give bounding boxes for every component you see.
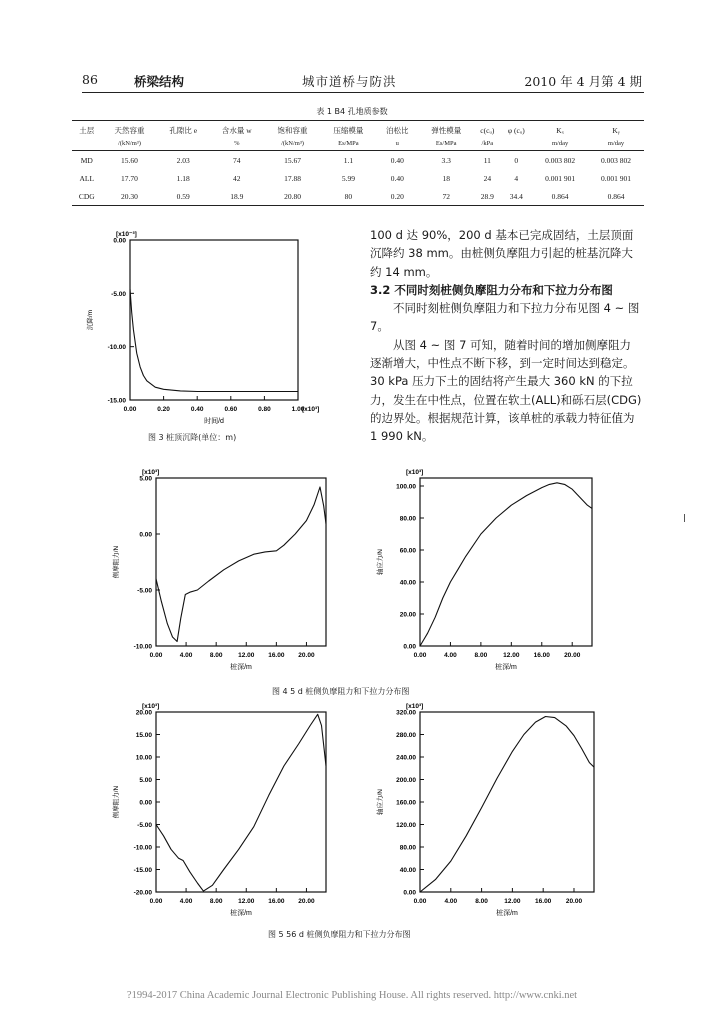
data-series-line: [130, 289, 298, 391]
y-tick-label: 0.00: [113, 237, 126, 245]
x-tick-label: 16.00: [533, 652, 550, 659]
x-tick-label: 20.00: [565, 898, 583, 905]
column-header: φ (cᵤ): [500, 121, 532, 139]
column-header: 弹性模量: [418, 121, 474, 139]
paragraph: 100 d 达 90%，200 d 基本已完成固结，土层顶面沉降约 38 mm。由桩侧负摩阻力引起的桩基沉降大约 14 mm。: [370, 228, 634, 279]
paragraph: 不同时刻桩侧负摩阻力和下拉力分布见图 4 ~ 图 7。: [370, 301, 640, 334]
x-axis-title: 桩深/m: [496, 910, 518, 917]
x-tick-label: 8.00: [475, 898, 488, 905]
column-header: 土层: [72, 121, 102, 139]
table-cell: 20.30: [102, 187, 158, 206]
figure-5-caption: 图 5 56 d 桩侧负摩阻力和下拉力分布图: [268, 930, 411, 939]
plot-frame: [420, 712, 594, 892]
table-body: [72, 151, 644, 206]
x-tick-label: 20.00: [298, 652, 315, 659]
x-tick-label: 16.00: [268, 652, 285, 659]
y-tick-label: 320.00: [396, 709, 416, 717]
x-tick-label: 20.00: [564, 652, 581, 659]
table-row: [72, 151, 644, 170]
column-header: Kᵧ: [588, 121, 644, 139]
x-axis-title: 桩深/m: [230, 910, 252, 917]
y-tick-label: 5.00: [139, 777, 152, 784]
x-tick-label: 4.00: [179, 898, 193, 905]
x-tick-label: 20.00: [298, 898, 315, 905]
x-tick-label: 0.20: [157, 406, 170, 413]
table-row: [72, 187, 644, 206]
table-cell: 17.70: [121, 173, 138, 183]
x-scale-label: [x10³]: [302, 406, 320, 413]
table-cell: 0.59: [157, 187, 209, 206]
column-unit: [72, 138, 102, 151]
axial-force-chart-56d: [372, 702, 597, 917]
column-header: 饱和容重: [265, 121, 321, 139]
table-cell: 74: [233, 155, 241, 165]
y-tick-label: 40.00: [399, 579, 416, 587]
x-tick-label: 0.60: [224, 406, 238, 413]
y-tick-label: 40.00: [399, 867, 416, 874]
y-scale-label: [x10³]: [406, 703, 424, 710]
column-unit: [500, 138, 532, 151]
table-cell: 1.18: [176, 173, 190, 183]
column-unit: [157, 138, 209, 151]
y-tick-label: -10.00: [133, 844, 152, 852]
x-tick-label: 12.00: [238, 898, 255, 905]
x-tick-label: 8.00: [209, 652, 223, 659]
y-tick-label: 5.00: [139, 475, 152, 483]
x-tick-label: 4.00: [444, 652, 457, 659]
data-series-line: [420, 717, 594, 893]
table-cell: 80: [320, 187, 376, 206]
data-series-line: [156, 714, 326, 891]
column-unit: m/day: [588, 138, 644, 151]
column-header: 天然容重: [102, 121, 158, 139]
x-tick-label: 12.00: [238, 652, 255, 659]
table-cell: 0.003 802: [601, 155, 632, 165]
y-axis-title: 沉降/m: [87, 309, 94, 331]
table-cell: 15.67: [284, 155, 301, 165]
x-tick-label: 0.00: [149, 898, 163, 905]
x-tick-label: 0.80: [258, 406, 271, 413]
x-tick-label: 0.00: [123, 406, 137, 413]
plot-frame: [420, 478, 592, 646]
y-tick-label: 0.00: [139, 799, 152, 807]
y-tick-label: 80.00: [399, 844, 416, 852]
y-tick-label: 80.00: [399, 515, 416, 523]
x-tick-label: 12.00: [503, 652, 520, 659]
figure-4-right: [372, 458, 597, 673]
body-text: [370, 226, 642, 446]
y-tick-label: -5.00: [137, 587, 152, 595]
column-unit: m/day: [532, 138, 588, 151]
y-tick-label: 15.00: [135, 732, 152, 739]
table-cell: 0.864: [588, 187, 644, 206]
y-tick-label: 0.00: [403, 889, 416, 897]
table-cell: 18: [442, 173, 450, 183]
y-tick-label: 160.00: [396, 799, 416, 807]
y-tick-label: 10.00: [135, 754, 152, 762]
x-tick-label: 0.00: [413, 898, 427, 905]
plot-frame: [156, 712, 326, 892]
margin-mark: [684, 514, 685, 522]
x-tick-label: 8.00: [209, 898, 223, 905]
issue-info: 2010 年 4 月第 4 期: [524, 74, 642, 89]
x-tick-label: 0.40: [190, 406, 204, 413]
y-tick-label: 20.00: [399, 611, 416, 619]
figure-3: [78, 224, 328, 425]
y-tick-label: 240.00: [396, 754, 416, 762]
y-tick-label: -10.00: [107, 344, 126, 352]
y-tick-label: -5.00: [111, 290, 126, 298]
x-tick-label: 4.00: [444, 898, 458, 905]
y-axis-title: 侧摩阻力/N: [113, 545, 120, 579]
x-tick-label: 0.00: [413, 652, 427, 659]
x-tick-label: 1.00: [291, 406, 305, 413]
y-tick-label: 120.00: [396, 822, 416, 829]
table-cell: 34.4: [500, 187, 532, 206]
table-cell: 17.88: [284, 173, 301, 183]
y-tick-label: 100.00: [396, 483, 416, 491]
column-unit: %: [209, 138, 265, 151]
table-cell: 3.3: [441, 155, 451, 165]
table-cell: 0.20: [376, 187, 418, 206]
table-cell: 4: [514, 173, 519, 183]
table-unit-row: [72, 138, 644, 151]
column-unit: /(kN/m³): [102, 138, 158, 151]
y-tick-label: 280.00: [396, 732, 416, 739]
table-cell: 0.40: [390, 155, 404, 165]
side-friction-chart-5d: [108, 458, 333, 673]
x-tick-label: 8.00: [474, 652, 488, 659]
plot-frame: [130, 240, 298, 400]
table-cell: 11: [483, 155, 491, 165]
y-scale-label: [x10³]: [142, 703, 160, 710]
table-header-row: [72, 121, 644, 139]
table-cell: 0.001 901: [545, 173, 576, 183]
table-cell: 0.003 802: [545, 155, 576, 165]
y-tick-label: -10.00: [133, 643, 152, 651]
y-tick-label: 200.00: [396, 777, 416, 784]
y-axis-title: 侧摩阻力/N: [113, 785, 120, 819]
figure-5-left: [108, 702, 333, 917]
settlement-chart: [78, 224, 328, 425]
y-axis-title: 轴应力/N: [377, 549, 384, 575]
x-tick-label: 0.00: [149, 652, 163, 659]
table-cell: 72: [418, 187, 474, 206]
table-cell: ALL: [79, 173, 95, 183]
axial-force-chart-5d: [372, 458, 597, 673]
table-cell: 28.9: [474, 187, 500, 206]
x-tick-label: 16.00: [268, 898, 285, 905]
plot-frame: [156, 478, 326, 646]
section-heading: 3.2 不同时刻桩侧负摩阻力分布和下拉力分布图: [370, 282, 613, 297]
column-header: Kₓ: [532, 121, 588, 139]
column-unit: Es/MPa: [418, 138, 474, 151]
column-header: 含水量 w: [209, 121, 265, 139]
y-tick-label: 60.00: [399, 547, 416, 555]
y-tick-label: -15.00: [133, 867, 152, 874]
table-cell: MD: [80, 155, 93, 165]
column-header: c(cᵤ): [474, 121, 500, 139]
table-cell: 42: [233, 173, 241, 183]
header-rule: [82, 92, 644, 93]
journal-title: 城市道桥与防洪: [302, 74, 397, 89]
x-axis-title: 桩深/m: [230, 664, 252, 671]
journal-section: 桥梁结构: [134, 74, 185, 89]
y-tick-label: 20.00: [135, 709, 152, 717]
data-series-line: [156, 487, 326, 642]
table-cell: 15.60: [121, 155, 138, 165]
figure-4-caption: 图 4 5 d 桩侧负摩阻力和下拉力分布图: [272, 687, 410, 696]
table-cell: 20.80: [265, 187, 321, 206]
y-scale-label: [x10⁻³]: [116, 231, 137, 238]
x-tick-label: 12.00: [504, 898, 521, 905]
side-friction-chart-56d: [108, 702, 333, 917]
y-tick-label: -5.00: [137, 822, 152, 829]
x-tick-label: 16.00: [535, 898, 552, 905]
y-scale-label: [x10³]: [406, 469, 424, 476]
running-header: [82, 72, 642, 92]
figure-4-left: [108, 458, 333, 673]
y-tick-label: -15.00: [107, 397, 126, 405]
table-cell: 0: [514, 155, 519, 165]
y-tick-label: -20.00: [133, 889, 152, 897]
paragraph: 从图 4 ~ 图 7 可知，随着时间的增加侧摩阻力逐渐增大，中性点不断下移，到一定时间达到稳定。30 kPa 压力下土的固结将产生最大 360 kN 的下拉力，发生在中性点，位置在软土(ALL)和砾石层(CDG)的边界处。根据规范计算，该单桩的承载力特征值为 1 990 kN。: [370, 337, 642, 444]
data-series-line: [420, 483, 592, 646]
table-cell: 5.99: [341, 173, 355, 183]
column-header: 压缩模量: [320, 121, 376, 139]
copyright-footer: ?1994-2017 China Academic Journal Electronic Publishing House. All rights reserved. http://www.cnki.net: [126, 990, 578, 1001]
figure-5-right: [372, 702, 597, 917]
y-tick-label: 0.00: [139, 531, 152, 539]
column-header: 泊松比: [376, 121, 418, 139]
x-axis-title: 时间/d: [204, 418, 224, 425]
table-cell: 18.9: [209, 187, 265, 206]
table-row: [72, 169, 644, 187]
table-cell: 1.1: [343, 155, 354, 165]
table-cell: 0.864: [532, 187, 588, 206]
y-axis-title: 轴应力/N: [377, 789, 384, 815]
table-cell: 24: [483, 173, 492, 183]
table-cell: CDG: [72, 187, 102, 206]
y-tick-label: 0.00: [403, 643, 416, 651]
x-tick-label: 4.00: [179, 652, 193, 659]
table-caption: 表 1 B4 孔地质参数: [316, 107, 388, 116]
figure-3-caption: 图 3 桩顶沉降(单位：m): [148, 433, 237, 442]
column-unit: Es/MPa: [320, 138, 376, 151]
soil-parameter-table: [72, 120, 644, 206]
page-number: 86: [82, 72, 98, 87]
column-header: 孔隙比 e: [157, 121, 209, 139]
table-cell: 0.001 901: [601, 173, 632, 183]
y-scale-label: [x10³]: [142, 469, 160, 476]
x-axis-title: 桩深/m: [495, 664, 517, 671]
table-cell: 2.03: [176, 155, 190, 165]
column-unit: u: [376, 138, 418, 151]
table-cell: 0.40: [390, 173, 404, 183]
column-unit: /(kN/m³): [265, 138, 321, 151]
column-unit: /kPa: [474, 138, 500, 151]
